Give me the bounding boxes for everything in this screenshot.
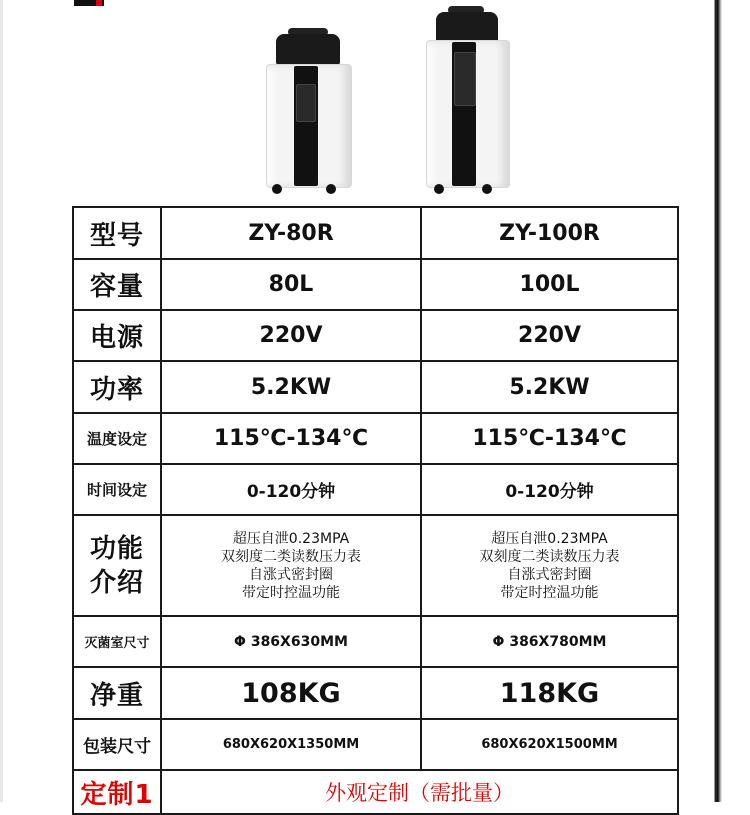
row-label-line: 介绍 [89,567,144,598]
wheel [434,184,444,194]
row-label: 容量 [73,259,161,310]
cell-value: 115℃-134℃ [161,413,421,464]
row-label: 功率 [73,361,161,413]
right-frame-edge [702,0,750,802]
row-label: 型号 [73,207,161,259]
table-row [73,464,678,515]
table-row [73,259,678,310]
table-row [73,667,678,719]
cell-value: 118KG [421,667,678,719]
cell-value: 80L [161,259,421,310]
row-label: 电源 [73,310,161,361]
row-label: 包装尺寸 [73,719,161,770]
feature-line: 双刻度二类读数压力表 [221,548,361,565]
table-row [73,361,678,413]
product-image-zy-80r [262,24,352,198]
cell-value: 115℃-134℃ [421,413,678,464]
feature-line: 超压自泄0.23MPA [491,530,608,547]
wheel [482,184,492,194]
merged-cell-value: 外观定制（需批量） [161,770,678,814]
cell-value: Φ 386X780MM [421,616,678,667]
table-row [73,413,678,464]
table-row [73,616,678,667]
feature-line: 双刻度二类读数压力表 [479,548,620,565]
wheel [326,184,336,194]
cell-value: 0-120分钟 [421,464,678,515]
cell-value: 680X620X1350MM [161,719,421,770]
control-panel [296,84,316,122]
left-frame-edge [0,0,3,802]
cell-value: 100L [421,259,678,310]
wheel [272,184,282,194]
table-row [73,719,678,770]
cell-value: 220V [421,310,678,361]
product-image-zy-100r [420,4,510,198]
cell-value: 5.2KW [161,361,421,413]
cell-value: 220V [161,310,421,361]
row-label: 净重 [73,667,161,719]
cell-value: ZY-100R [421,207,678,259]
table-row [73,770,678,814]
lid [276,34,340,66]
cell-value: ZY-80R [161,207,421,259]
spec-table [72,206,679,815]
feature-line: 自涨式密封圈 [507,566,592,583]
row-label: 灭菌室尺寸 [73,616,161,667]
feature-line: 带定时控温功能 [500,584,599,601]
feature-line: 带定时控温功能 [242,584,340,601]
header-accent-red [96,0,102,6]
cell-value: Φ 386X630MM [161,616,421,667]
row-label [73,515,161,616]
table-row [73,515,678,616]
feature-line: 自涨式密封圈 [249,566,333,583]
cell-value: 5.2KW [421,361,678,413]
row-label: 时间设定 [73,464,161,515]
control-panel [454,52,476,106]
row-label-line: 功能 [89,533,144,564]
row-label: 温度设定 [73,413,161,464]
cell-value: 0-120分钟 [161,464,421,515]
cell-value [421,515,678,616]
cell-value: 680X620X1500MM [421,719,678,770]
table-row [73,207,678,259]
cell-value: 108KG [161,667,421,719]
table-row [73,310,678,361]
cell-value [161,515,421,616]
feature-line: 超压自泄0.23MPA [232,530,350,547]
row-label: 定制1 [73,770,161,814]
